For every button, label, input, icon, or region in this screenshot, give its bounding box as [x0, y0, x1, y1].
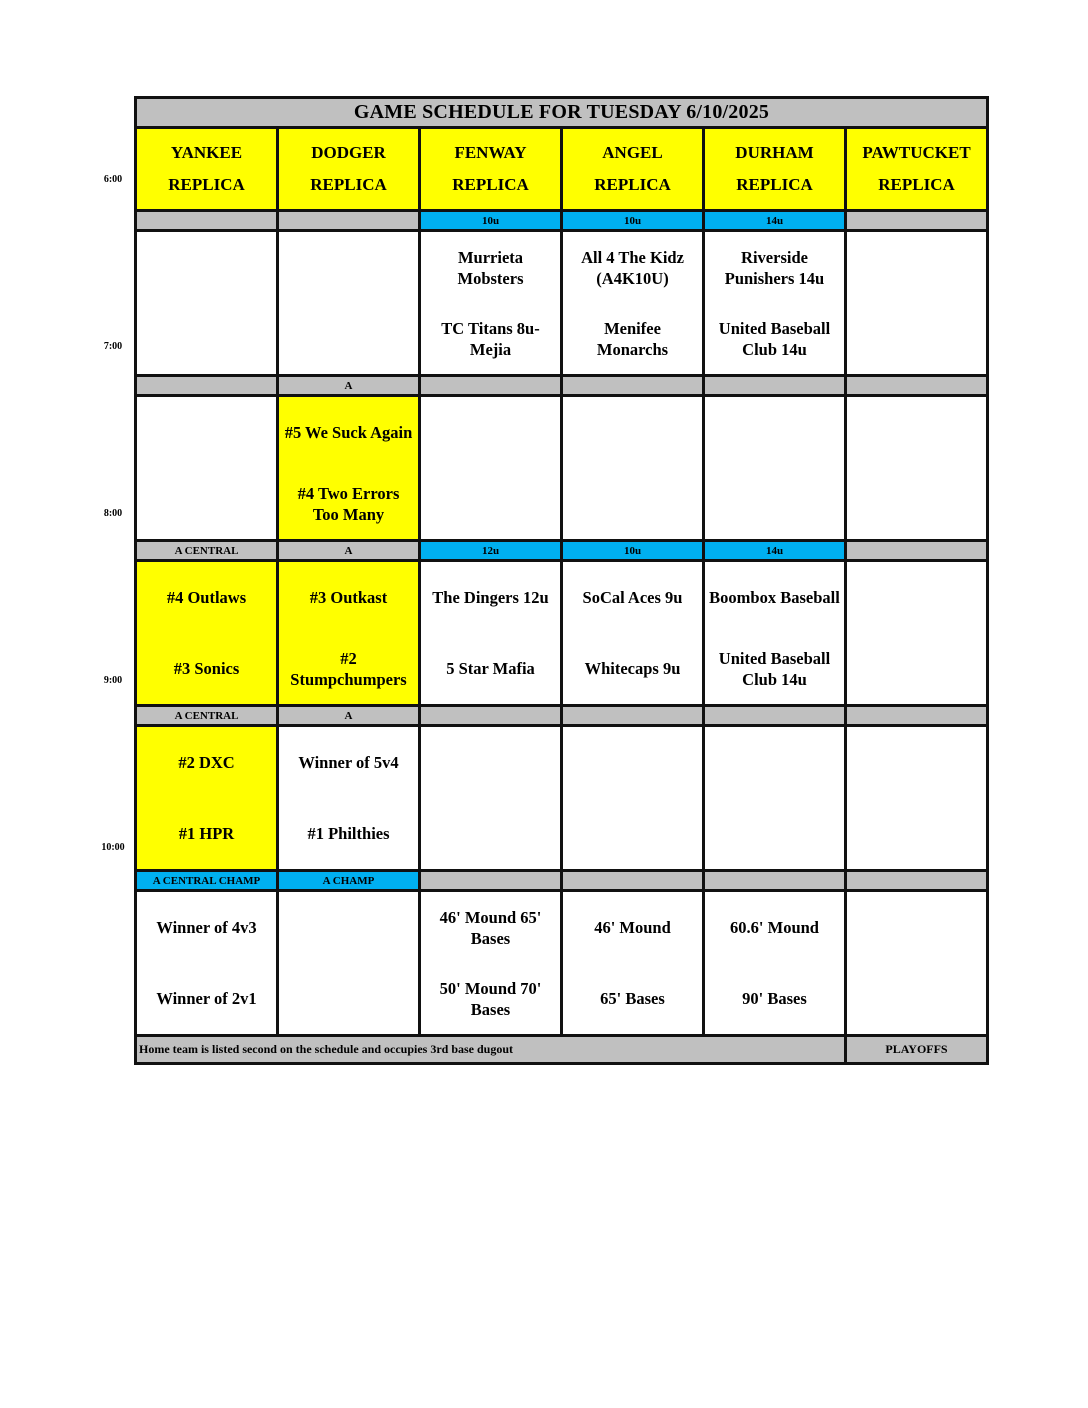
- division-row: [136, 541, 988, 561]
- away-team: Riverside Punishers 14u: [724, 247, 825, 288]
- away-team: [705, 405, 844, 461]
- schedule-title: GAME SCHEDULE FOR TUESDAY 6/10/2025: [136, 98, 988, 128]
- game-cell: [846, 726, 988, 871]
- field-subtitle: REPLICA: [452, 175, 529, 194]
- game-cell: [562, 231, 704, 376]
- home-team: [705, 806, 844, 862]
- home-team: [847, 311, 986, 367]
- game-cell: [420, 396, 562, 541]
- division-row: [136, 376, 988, 396]
- game-cell: [420, 891, 562, 1036]
- division-label: [420, 706, 562, 726]
- home-team: United Baseball Club 14u: [718, 648, 831, 689]
- game-cell: [278, 231, 420, 376]
- game-cell: [420, 561, 562, 706]
- home-team: Whitecaps 9u: [584, 659, 681, 678]
- game-cell: [136, 231, 278, 376]
- away-team: [563, 735, 702, 791]
- footer-row: [136, 1036, 988, 1064]
- division-label: [420, 871, 562, 891]
- game-cell: [136, 396, 278, 541]
- home-team: 65' Bases: [600, 989, 665, 1008]
- field-header-fenway: [420, 128, 562, 211]
- game-cell: [136, 726, 278, 871]
- home-team: [705, 476, 844, 532]
- home-team: [847, 806, 986, 862]
- division-label: [846, 541, 988, 561]
- home-team: [847, 971, 986, 1027]
- division-label: [846, 376, 988, 396]
- game-cell: [704, 726, 846, 871]
- game-cell: [420, 726, 562, 871]
- home-team: #4 Two Errors Too Many: [297, 483, 400, 524]
- game-row: [136, 561, 988, 706]
- away-team: #3 Outkast: [309, 588, 388, 607]
- game-cell: [136, 561, 278, 706]
- game-cell: [136, 891, 278, 1036]
- away-team: Winner of 5v4: [298, 753, 399, 772]
- home-team: Menifee Monarchs: [596, 318, 669, 359]
- away-team: [279, 900, 418, 956]
- home-team: #3 Sonics: [173, 659, 240, 678]
- away-team: Murrieta Mobsters: [457, 247, 524, 288]
- schedule-table: [134, 96, 989, 1065]
- field-name: PAWTUCKET: [862, 143, 971, 162]
- division-label: [562, 871, 704, 891]
- game-cell: [846, 396, 988, 541]
- away-team: [847, 735, 986, 791]
- home-team: #2 Stumpchumpers: [290, 648, 407, 689]
- division-label: A: [278, 376, 420, 396]
- field-name: FENWAY: [454, 143, 527, 162]
- game-cell: [846, 891, 988, 1036]
- division-label: A CENTRAL: [136, 706, 278, 726]
- game-cell: [704, 396, 846, 541]
- game-row: [136, 396, 988, 541]
- field-subtitle: REPLICA: [594, 175, 671, 194]
- division-label: A CENTRAL CHAMP: [136, 871, 278, 891]
- division-label: 14u: [704, 211, 846, 231]
- game-cell: [704, 891, 846, 1036]
- away-team: The Dingers 12u: [432, 588, 549, 607]
- field-name: ANGEL: [602, 143, 663, 162]
- division-label: [704, 376, 846, 396]
- time-label-8: 8:00: [103, 508, 123, 519]
- division-label: A: [278, 706, 420, 726]
- home-team: [847, 476, 986, 532]
- home-team: TC Titans 8u-Mejia: [441, 318, 540, 359]
- game-row: [136, 726, 988, 871]
- field-header-dodger: [278, 128, 420, 211]
- game-cell: [562, 726, 704, 871]
- home-team: [847, 641, 986, 697]
- slots-body: [136, 211, 988, 1036]
- division-label: 14u: [704, 541, 846, 561]
- footer-playoffs-label: PLAYOFFS: [846, 1036, 988, 1064]
- division-label: [846, 211, 988, 231]
- away-team: 46' Mound 65' Bases: [439, 907, 542, 948]
- division-label: [846, 871, 988, 891]
- away-team: [421, 735, 560, 791]
- field-subtitle: REPLICA: [168, 175, 245, 194]
- field-name: DURHAM: [735, 143, 814, 162]
- field-subtitle: REPLICA: [310, 175, 387, 194]
- game-cell: [420, 231, 562, 376]
- game-cell: [846, 231, 988, 376]
- away-team: [847, 570, 986, 626]
- field-header-row: [136, 128, 988, 211]
- division-label: [562, 376, 704, 396]
- time-label-10: 10:00: [101, 842, 125, 853]
- division-label: [278, 211, 420, 231]
- division-row: [136, 211, 988, 231]
- game-cell: [278, 726, 420, 871]
- division-label: [136, 211, 278, 231]
- field-header-angel: [562, 128, 704, 211]
- field-subtitle: REPLICA: [878, 175, 955, 194]
- game-cell: [562, 561, 704, 706]
- game-row: [136, 891, 988, 1036]
- division-label: [704, 871, 846, 891]
- home-team: [137, 311, 276, 367]
- time-label-6: 6:00: [103, 174, 123, 185]
- away-team: [705, 735, 844, 791]
- game-cell: [278, 891, 420, 1036]
- away-team: [563, 405, 702, 461]
- away-team: 46' Mound: [594, 918, 671, 937]
- game-row: [136, 231, 988, 376]
- game-cell: [846, 561, 988, 706]
- away-team: [421, 405, 560, 461]
- home-team: [137, 476, 276, 532]
- away-team: #5 We Suck Again: [284, 423, 413, 442]
- division-label: A CHAMP: [278, 871, 420, 891]
- away-team: All 4 The Kidz (A4K10U): [581, 247, 684, 288]
- division-label: [420, 376, 562, 396]
- division-label: A: [278, 541, 420, 561]
- game-cell: [278, 396, 420, 541]
- game-cell: [562, 396, 704, 541]
- schedule-sheet: [134, 96, 989, 1065]
- home-team: [279, 311, 418, 367]
- division-label: [846, 706, 988, 726]
- field-name: YANKEE: [170, 143, 243, 162]
- field-name: DODGER: [311, 143, 386, 162]
- field-header-durham: [704, 128, 846, 211]
- division-label: 10u: [562, 211, 704, 231]
- home-team: [279, 971, 418, 1027]
- time-label-9: 9:00: [103, 675, 123, 686]
- away-team: #4 Outlaws: [166, 588, 247, 607]
- home-team: 50' Mound 70' Bases: [439, 978, 542, 1019]
- away-team: Boombox Baseball: [709, 588, 840, 607]
- division-label: A CENTRAL: [136, 541, 278, 561]
- away-team: SoCal Aces 9u: [582, 588, 683, 607]
- home-team: #1 HPR: [178, 824, 235, 843]
- home-team: #1 Philthies: [307, 824, 390, 843]
- division-label: [704, 706, 846, 726]
- home-team: [563, 806, 702, 862]
- division-label: [136, 376, 278, 396]
- home-team: 5 Star Mafia: [446, 659, 535, 678]
- footer-note: Home team is listed second on the schedule and occupies 3rd base dugout: [136, 1036, 846, 1064]
- game-cell: [562, 891, 704, 1036]
- away-team: Winner of 4v3: [156, 918, 257, 937]
- division-label: 10u: [562, 541, 704, 561]
- away-team: [137, 405, 276, 461]
- away-team: [847, 240, 986, 296]
- away-team: #2 DXC: [178, 753, 235, 772]
- field-header-yankee: [136, 128, 278, 211]
- time-label-7: 7:00: [103, 341, 123, 352]
- division-label: 12u: [420, 541, 562, 561]
- away-team: [847, 900, 986, 956]
- away-team: [279, 240, 418, 296]
- division-label: [562, 706, 704, 726]
- away-team: [847, 405, 986, 461]
- division-row: [136, 706, 988, 726]
- field-subtitle: REPLICA: [736, 175, 813, 194]
- home-team: [421, 476, 560, 532]
- home-team: United Baseball Club 14u: [718, 318, 831, 359]
- game-cell: [704, 561, 846, 706]
- field-header-pawtucket: [846, 128, 988, 211]
- home-team: Winner of 2v1: [156, 989, 257, 1008]
- home-team: [421, 806, 560, 862]
- home-team: 90' Bases: [742, 989, 807, 1008]
- away-team: [137, 240, 276, 296]
- home-team: [563, 476, 702, 532]
- game-cell: [704, 231, 846, 376]
- division-row: [136, 871, 988, 891]
- away-team: 60.6' Mound: [730, 918, 819, 937]
- division-label: 10u: [420, 211, 562, 231]
- game-cell: [278, 561, 420, 706]
